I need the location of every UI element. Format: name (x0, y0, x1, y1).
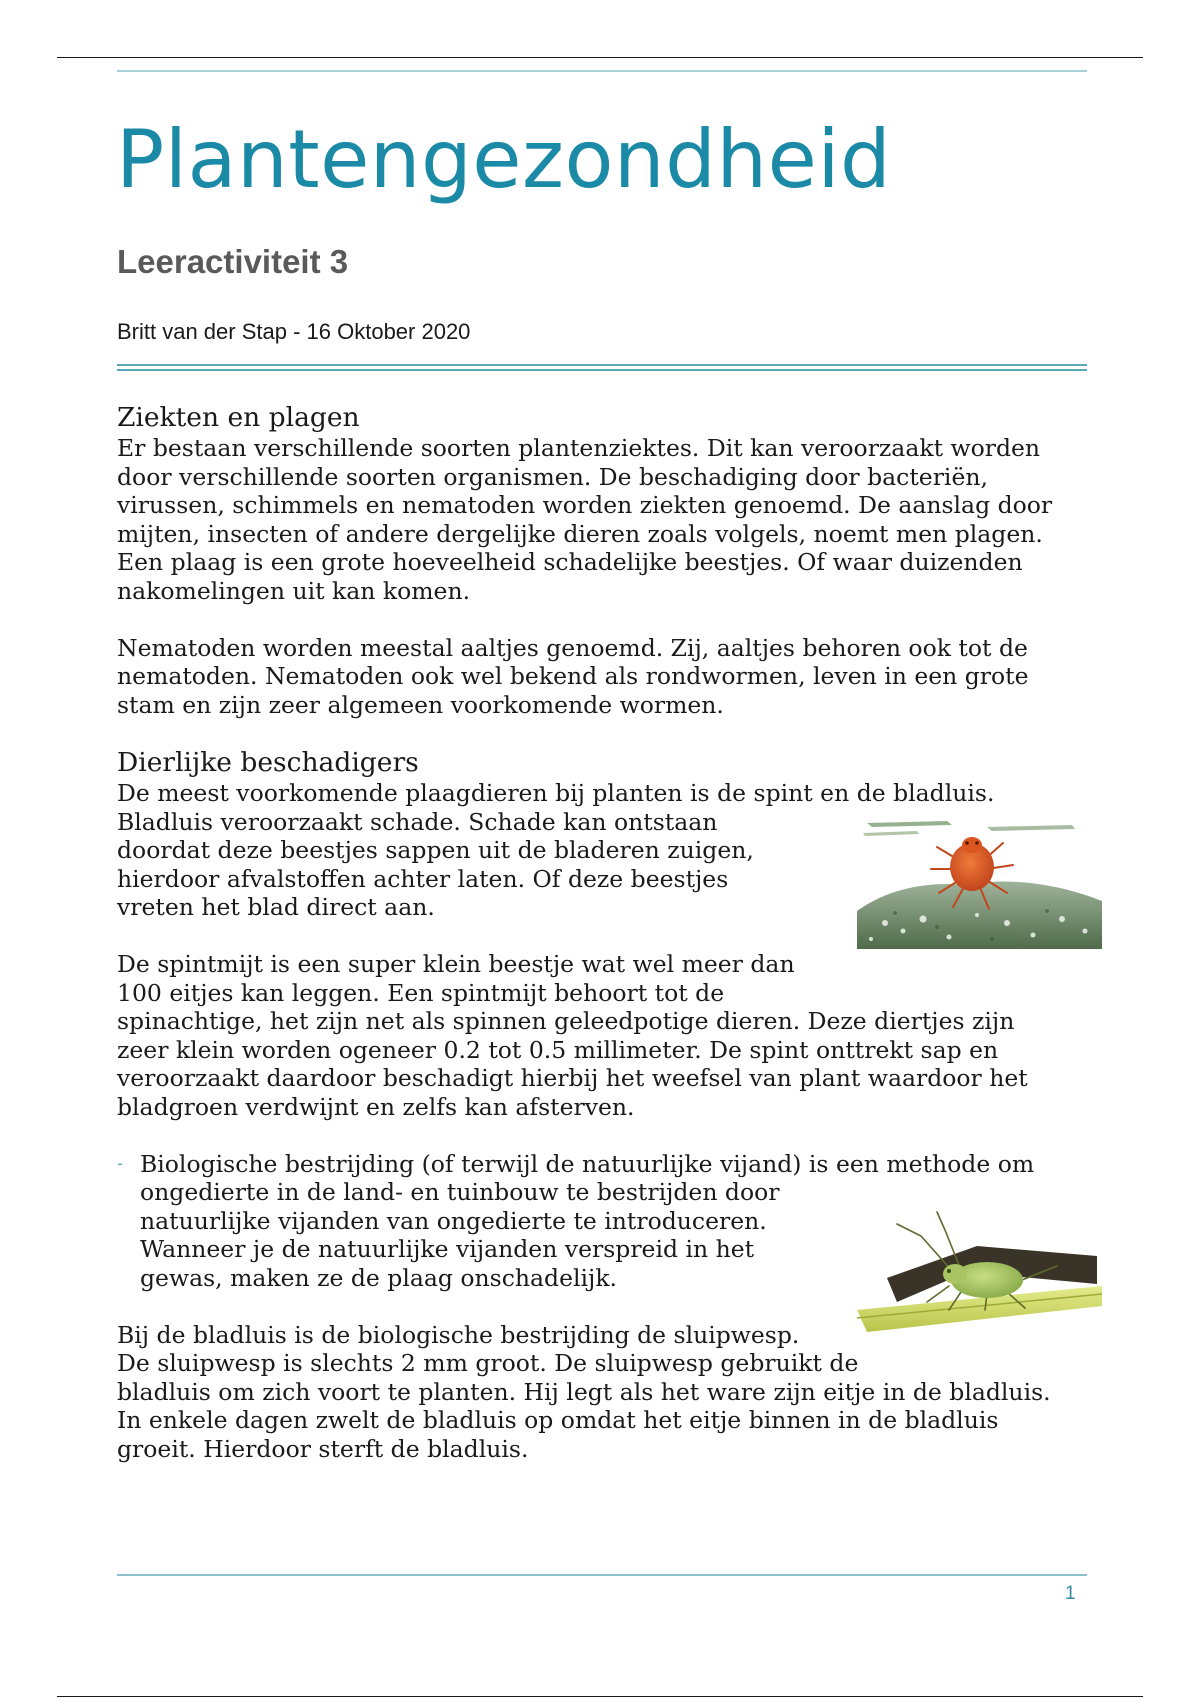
header-bottom-rule (117, 364, 1087, 366)
text-line: Er bestaan verschillende soorten plantenziektes. Dit kan veroorzaakt worden (117, 434, 1041, 462)
text-line: De meest voorkomende plaagdieren bij planten is de spint en de bladluis. (117, 779, 995, 807)
section-heading-dierlijke: Dierlijke beschadigers (117, 747, 419, 778)
text-line: Bij de bladluis is de biologische bestrijding de sluipwesp. (117, 1320, 800, 1349)
paragraph-ziekten (117, 434, 1102, 605)
page-top-edge (57, 57, 1143, 58)
document-subtitle: Leeractiviteit 3 (117, 243, 349, 280)
text-line: Bladluis veroorzaakt schade. Schade kan ontstaan (117, 807, 718, 836)
paragraph-sluipwesp (117, 1321, 1102, 1464)
text-line: spinachtige, het zijn net als spinnen geleedpotige dieren. Deze diertjes zijn (117, 1007, 1015, 1035)
bullet-marker: - (117, 1152, 124, 1174)
paragraph-nematoden (117, 634, 1102, 720)
aphid-block (117, 1150, 1102, 1464)
text-line: nakomelingen uit kan komen. (117, 576, 471, 605)
text-line: hierdoor afvalstoffen achter laten. Of deze beestjes (117, 864, 729, 893)
text-line: virussen, schimmels en nematoden worden ziekten genoemd. De aanslag door (117, 491, 1053, 519)
header-bottom-rule-2 (117, 369, 1087, 371)
text-line: De spintmijt is een super klein beestje wat wel meer dan (117, 950, 795, 978)
text-line: doordat deze beestjes sappen uit de bladeren zuigen, (117, 836, 754, 864)
text-line: bladgroen verdwijnt en zelfs kan afsterven. (117, 1092, 635, 1121)
text-line: Biologische bestrijding (of terwijl de natuurlijke vijand) is een methode om (140, 1149, 1035, 1178)
header-top-rule (117, 70, 1087, 72)
paragraph-spintmijt (117, 950, 1102, 1121)
text-line: In enkele dagen zwelt de bladluis op omdat het eitje binnen in de bladluis (117, 1406, 999, 1434)
text-line: Nematoden worden meestal aaltjes genoemd. Zij, aaltjes behoren ook tot de (117, 633, 1028, 662)
text-line: mijten, insecten of andere dergelijke dieren zoals volgels, noemt men plagen. (117, 519, 1043, 548)
mite-block (117, 779, 1102, 1121)
text-line: Wanneer je de natuurlijke vijanden verspreid in het (140, 1235, 755, 1263)
text-line: groeit. Hierdoor sterft de bladluis. (117, 1434, 529, 1463)
text-line: Een plaag is een grote hoeveelheid schadelijke beestjes. Of waar duizenden (117, 548, 1023, 576)
text-line: bladluis om zich voort te planten. Hij legt als het ware zijn eitje in de bladluis. (117, 1377, 1051, 1406)
document-body (117, 402, 1102, 1463)
text-line: stam en zijn zeer algemeen voorkomende wormen. (117, 690, 724, 719)
document-title: Plantengezondheid (116, 113, 892, 206)
text-line: natuurlijke vijanden van ongedierte te introduceren. (140, 1206, 767, 1235)
text-line: door verschillende soorten organismen. De beschadiging door bacteriën, (117, 462, 988, 491)
text-line: nematoden. Nematoden ook wel bekend als rondwormen, leven in een grote (117, 662, 1029, 690)
footer-rule (117, 1574, 1087, 1576)
page-bottom-edge (57, 1696, 1143, 1697)
text-line: vreten het blad direct aan. (117, 893, 435, 921)
section-heading-ziekten: Ziekten en plagen (117, 402, 360, 433)
text-line: De sluipwesp is slechts 2 mm groot. De sluipwesp gebruikt de (117, 1349, 859, 1377)
author-date-line: Britt van der Stap - 16 Oktober 2020 (117, 319, 471, 344)
text-line: 100 eitjes kan leggen. Een spintmijt behoort tot de (117, 978, 725, 1007)
text-line: gewas, maken ze de plaag onschadelijk. (140, 1263, 618, 1292)
page-number: 1 (1065, 1583, 1076, 1604)
text-line: zeer klein worden ogeneer 0.2 tot 0.5 millimeter. De spint onttrekt sap en (117, 1035, 999, 1064)
text-line: ongedierte in de land- en tuinbouw te bestrijden door (140, 1178, 780, 1206)
text-line: veroorzaakt daardoor beschadigt hierbij het weefsel van plant waardoor het (117, 1064, 1028, 1092)
aphid-image (857, 1206, 1102, 1336)
spider-mite-image (857, 819, 1102, 949)
